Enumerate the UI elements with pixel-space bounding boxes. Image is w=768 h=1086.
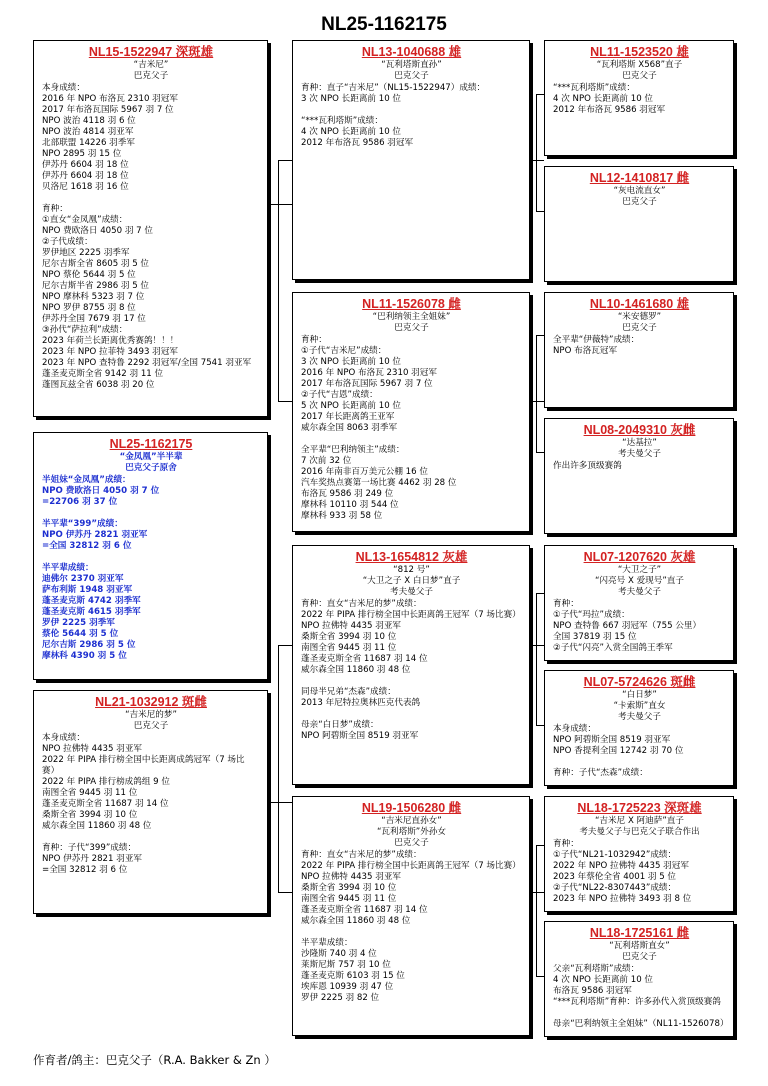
pedigree-card-dam xyxy=(33,690,268,914)
breeder: 考夫曼父子与巴克父子联合作出 xyxy=(579,827,700,837)
pedigree-card-ggp-1 xyxy=(544,40,734,156)
pigeon-name: “瓦利塔斯直女” xyxy=(609,941,670,951)
results: 全平辈“伊薇特”成绩： NPO 布洛瓦冠军 xyxy=(553,335,640,356)
ring-number: NL07-1207620 灰雄 xyxy=(583,550,696,564)
breeder: 巴克父子 xyxy=(133,71,169,81)
ring-number: NL11-1526078 雌 xyxy=(362,297,461,311)
results: 育种：直子“吉米尼”（NL15-1522947）成绩： 3 次 NPO 长距离前 10 位 “***瓦利塔斯”成绩： 4 次 NPO 长距离前 10 位 2012 年布洛瓦 9586 羽冠军 xyxy=(301,83,486,148)
pigeon-parentage: “闪亮号 X 爱现号”直子 xyxy=(594,576,684,586)
pedigree-card-dam-sire xyxy=(292,545,530,785)
ring-number: NL13-1654812 灰雄 xyxy=(355,550,468,564)
pigeon-parentage: “卡索斯”直女 xyxy=(613,701,666,711)
breeder: 巴克父子 xyxy=(394,71,429,81)
ring-number: NL15-1522947 深斑雄 xyxy=(88,45,214,59)
results: 本身成绩： 2016 年 NPO 布洛瓦 2310 羽冠军 2017 年布洛瓦国际 5967 羽 7 位 NPO 波治 4118 羽 6 位 NPO 波治 4814 羽亚军 北部联盟 14226 羽季军 NPO 2895 羽 15 位 伊苏丹 6604 羽 18 位 伊苏丹 6604 羽 18 位 贝洛尼 1618 羽 16 位 育种： ①直女“金凤凰”成绩： NPO 费欧洛日 4050 羽 7 位 ②子代成绩： 罗伊地区 2225 羽季军 尼尔吉斯全省 8605 羽 5 位 NPO 蔡伦 5644 羽 5 位 尼尔吉斯半省 2986 羽 5 位 NPO 摩林科 5323 羽 7 位 NPO 罗伊 8755 羽 8 位 伊苏丹全国 7679 羽 17 位 ③孙代“萨拉利”成绩： 2023 年荷兰长距离优秀赛鸽！！！ 2023 年 NPO 拉菲特 3493 羽冠军 2023 年 NPO 查特鲁 2292 羽冠军/全国 7541 羽亚军 蓬圣麦克斯全省 9142 羽 11 位 蓬图瓦兹全省 6038 羽 20 位 xyxy=(42,83,252,390)
ring-number: NL21-1032912 斑雌 xyxy=(95,695,207,709)
ring-number: NL11-1523520 雄 xyxy=(590,45,689,59)
pedigree-card-ggp-7 xyxy=(544,796,734,912)
pedigree-card-subject xyxy=(33,432,268,680)
ring-number: NL10-1461680 雄 xyxy=(589,297,690,311)
pigeon-parentage: “瓦利塔斯”外孙女 xyxy=(376,827,447,837)
breeder: 巴克父子 xyxy=(394,838,429,848)
results: 本身成绩： NPO 拉佛特 4435 羽亚军 2022 年 PIPA 排行榜全国中长距离成鸽冠军（7 场比赛） 2022 年 PIPA 排行榜成鸽组 9 位 南图全省 9445 羽 11 位 蓬圣麦克斯全省 11687 羽 14 位 桑斯全省 3994 羽 10 位 威尔森全国 11860 羽 48 位 育种：子代“399”成绩： NPO 伊苏丹 2821 羽亚军 =全国 32812 羽 6 位 xyxy=(42,733,245,875)
results: 本身成绩： NPO 阿碧斯全国 8519 羽亚军 NPO 香提利全国 12742 羽 70 位 育种：子代“杰森”成绩： xyxy=(553,724,684,778)
pigeon-name: “白日梦” xyxy=(622,690,657,700)
ring-number: NL07-5724626 斑雌 xyxy=(583,675,696,689)
breeder: 巴克父子原舍 xyxy=(125,463,177,473)
ring-number: NL12-1410817 雌 xyxy=(589,171,690,185)
results: 作出许多顶级赛鸽 xyxy=(553,461,622,471)
pigeon-name: “达基拉” xyxy=(622,438,657,448)
results: 育种： ①子代“NL21-1032942”成绩： 2022 年 NPO 拉佛特 4435 羽冠军 2023 年蔡伦全省 4001 羽 5 位 ②子代“NL22-8307443”成绩： 2023 年 NPO 拉佛特 3493 羽 8 位 xyxy=(553,839,692,904)
pedigree-card-ggp-6 xyxy=(544,670,734,786)
ring-number: NL13-1040688 雄 xyxy=(361,45,462,59)
breeder-footer: 作育者/鸽主：巴克父子（R.A. Bakker & Zn ） xyxy=(33,1053,276,1067)
breeder: 巴克父子 xyxy=(394,323,429,333)
ring-number: NL18-1725223 深斑雄 xyxy=(577,801,702,815)
pedigree-card-ggp-5 xyxy=(544,545,734,661)
ring-number: NL18-1725161 雌 xyxy=(589,926,690,940)
pigeon-name: “瓦利塔斯 X568”直子 xyxy=(596,60,683,70)
breeder: 考夫曼父子 xyxy=(618,587,661,597)
pedigree-card-ggp-8 xyxy=(544,921,734,1037)
pigeon-name: “吉米尼的梦” xyxy=(125,710,177,720)
pigeon-name: “812 号” xyxy=(393,565,430,575)
pedigree-card-dam-dam xyxy=(292,796,530,1036)
page-title: NL25-1162175 xyxy=(321,14,447,35)
pedigree-card-ggp-4 xyxy=(544,418,734,534)
breeder: 考夫曼父子 xyxy=(618,449,661,459)
pigeon-name: “吉米尼 X 阿迪萨”直子 xyxy=(594,816,684,826)
ring-number: NL25-1162175 xyxy=(109,437,193,451)
breeder: 巴克父子 xyxy=(622,323,657,333)
pedigree-card-sire-dam xyxy=(292,292,530,532)
results: 育种： ①子代“吉米尼”成绩： 3 次 NPO 长距离前 10 位 2016 年 NPO 布洛瓦 2310 羽冠军 2017 年布洛瓦国际 5967 羽 7 位 ②子代“吉恩”成绩： 5 次 NPO 长距离前 10 位 2017 年长距离鸽王亚军 威尔森全国 8063 羽季军 全平辈“巴利纳领主”成绩： 7 次前 32 位 2016 年南非百万美元公棚 16 位 汽车奖热点赛第一场比赛 4462 羽 28 位 布洛瓦 9586 羽 249 位 摩林科 10110 羽 544 位 摩林科 933 羽 58 位 xyxy=(301,335,457,521)
pigeon-name: “瓦利塔斯直孙” xyxy=(381,60,442,70)
pigeon-name: “巴利纳领主全姐妹” xyxy=(372,312,451,322)
ring-number: NL19-1506280 雌 xyxy=(361,801,462,815)
breeder: 巴克父子 xyxy=(133,721,169,731)
pigeon-name: “吉米尼直孙女” xyxy=(381,816,442,826)
breeder: 巴克父子 xyxy=(622,952,657,962)
pigeon-name: “米安德罗” xyxy=(617,312,662,322)
results: 半姐妹“金凤凰”成绩： NPO 费欧洛日 4050 羽 7 位 =22706 羽 37 位 半平辈“399”成绩： NPO 伊苏丹 2821 羽亚军 =全国 32812 羽 6 位 半平辈成绩： 迪佛尔 2370 羽亚军 萨布利斯 1948 羽亚军 蓬圣麦克斯 4742 羽季军 蓬圣麦克斯 4615 羽季军 罗伊 2225 羽季军 蔡伦 5644 羽 5 位 尼尔吉斯 2986 羽 5 位 摩林科 4390 羽 5 位 xyxy=(42,475,160,661)
ring-number: NL08-2049310 灰雌 xyxy=(583,423,696,437)
pigeon-name: “吉米尼” xyxy=(133,60,169,70)
pigeon-parentage: “大卫之子 X 白日梦”直子 xyxy=(362,576,461,586)
pigeon-name: “灰电流直女” xyxy=(613,186,666,196)
results: “***瓦利塔斯”成绩： 4 次 NPO 长距离前 10 位 2012 年布洛瓦 9586 羽冠军 xyxy=(553,83,666,115)
breeder: 巴克父子 xyxy=(622,197,657,207)
results: 育种：直女“吉米尼的梦”成绩： 2022 年 PIPA 排行榜全国中长距离鸽王冠军（7 场比赛） NPO 拉佛特 4435 羽亚军 桑斯全省 3994 羽 10 位 南图全省 9445 羽 11 位 蓬圣麦克斯全省 11687 羽 14 位 威尔森全国 11860 羽 48 位 半平辈成绩： 沙隆斯 740 羽 4 位 莱斯尼斯 757 羽 10 位 蓬圣麦克斯 6103 羽 15 位 埃库恩 10939 羽 47 位 罗伊 2225 羽 82 位 xyxy=(301,850,521,1003)
pedigree-card-ggp-2 xyxy=(544,166,734,282)
results: 育种： ①子代“玛拉”成绩： NPO 查特鲁 667 羽冠军（755 公里） 全国 37819 羽 15 位 ②子代“闪亮”入赏全国鸽王季军 xyxy=(553,599,702,653)
pigeon-name: “大卫之子” xyxy=(617,565,662,575)
pedigree-card-sire xyxy=(33,40,268,417)
pedigree-card-ggp-3 xyxy=(544,292,734,408)
pigeon-name: “金凤凰”半半辈 xyxy=(119,452,183,462)
breeder: 考夫曼父子 xyxy=(618,712,661,722)
results: 父亲“瓦利塔斯”成绩： 4 次 NPO 长距离前 10 位 布洛瓦 9586 羽冠军 “***瓦利塔斯”育种：许多孙代入赏顶级赛鸽 母亲“巴利纳领主全姐妹”（NL11-1526078） xyxy=(553,964,729,1029)
pedigree-card-sire-sire xyxy=(292,40,530,280)
breeder: 巴克父子 xyxy=(622,71,657,81)
breeder: 考夫曼父子 xyxy=(390,587,433,597)
results: 育种：直女“吉米尼的梦”成绩： 2022 年 PIPA 排行榜全国中长距离鸽王冠军（7 场比赛） NPO 拉佛特 4435 羽亚军 桑斯全省 3994 羽 10 位 南图全省 9445 羽 11 位 蓬圣麦克斯全省 11687 羽 14 位 威尔森全国 11860 羽 48 位 同母半兄弟“杰森”成绩： 2013 年尼特拉奥林匹克代表鸽 母亲“白日梦”成绩： NPO 阿碧斯全国 8519 羽亚军 xyxy=(301,599,521,741)
